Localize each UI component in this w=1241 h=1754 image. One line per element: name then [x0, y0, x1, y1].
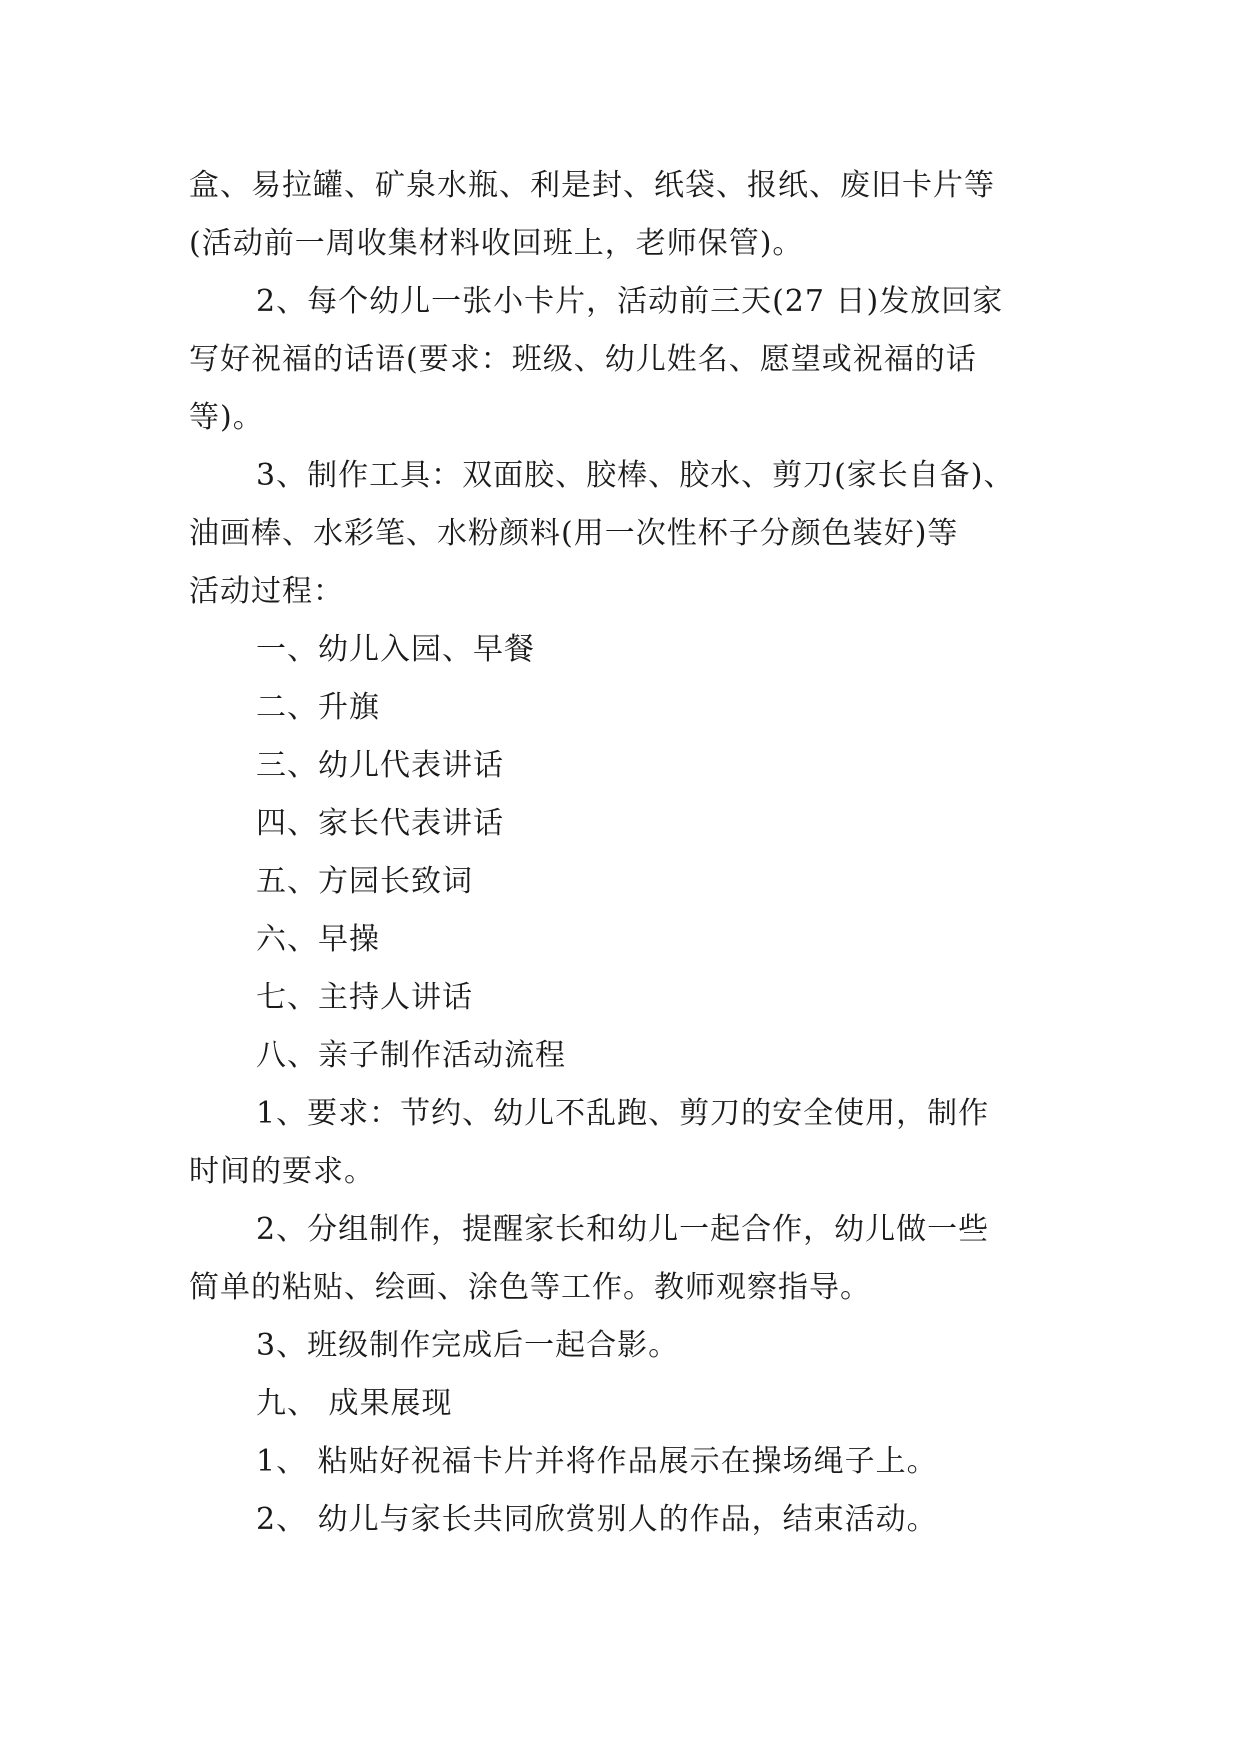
text-line: 六、早操 [256, 922, 380, 957]
text-line: 七、主持人讲话 [256, 980, 473, 1015]
text-line: 一、幼儿入园、早餐 [256, 632, 535, 667]
text-line: 3、班级制作完成后一起合影。 [256, 1328, 680, 1363]
text-line: 1、 粘贴好祝福卡片并将作品展示在操场绳子上。 [256, 1444, 938, 1479]
text-line: 1、要求：节约、幼儿不乱跑、剪刀的安全使用，制作 [256, 1096, 990, 1131]
text-line: 2、分组制作，提醒家长和幼儿一起合作，幼儿做一些 [256, 1212, 990, 1247]
text-line: (活动前一周收集材料收回班上，老师保管)。 [189, 226, 804, 261]
text-line: 2、 幼儿与家长共同欣赏别人的作品，结束活动。 [256, 1502, 938, 1537]
text-line: 2、每个幼儿一张小卡片，活动前三天(27 日)发放回家 [256, 284, 1004, 319]
text-line: 油画棒、水彩笔、水粉颜料(用一次性杯子分颜色装好)等 [189, 516, 959, 551]
text-line: 三、幼儿代表讲话 [256, 748, 504, 783]
text-line: 四、家长代表讲话 [256, 806, 504, 841]
text-line: 活动过程： [189, 574, 344, 609]
text-line: 3、制作工具：双面胶、胶棒、胶水、剪刀(家长自备)、 [256, 458, 1015, 493]
text-line: 九、 成果展现 [256, 1386, 453, 1421]
text-line: 写好祝福的话语(要求：班级、幼儿姓名、愿望或祝福的话 [189, 342, 977, 377]
text-line: 盒、易拉罐、矿泉水瓶、利是封、纸袋、报纸、废旧卡片等 [189, 168, 995, 203]
text-line: 简单的粘贴、绘画、涂色等工作。教师观察指导。 [189, 1270, 871, 1305]
text-line: 五、方园长致词 [256, 864, 473, 899]
text-line: 二、升旗 [256, 690, 380, 725]
text-line: 八、亲子制作活动流程 [256, 1038, 566, 1073]
text-line: 等)。 [189, 400, 264, 435]
text-line: 时间的要求。 [189, 1154, 375, 1189]
